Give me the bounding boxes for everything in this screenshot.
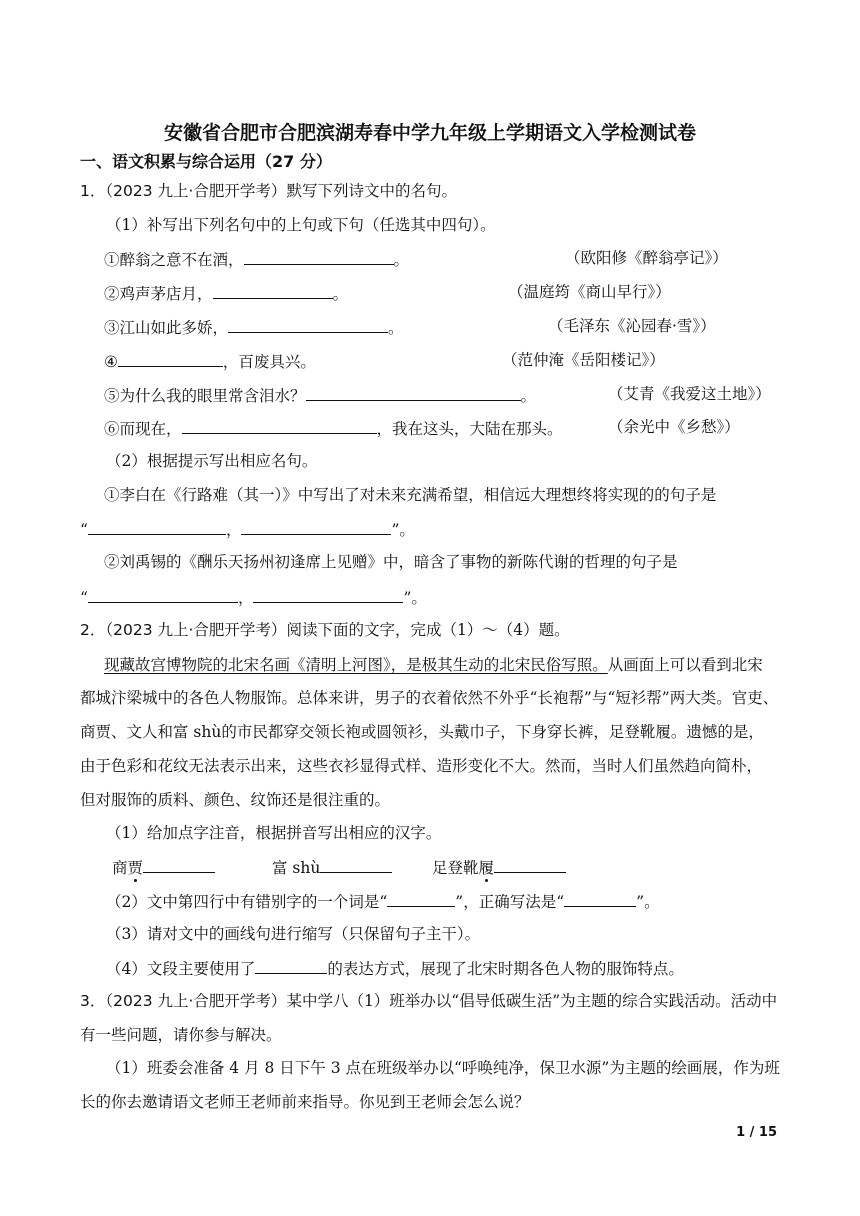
item-post: 。: [388, 319, 404, 337]
answer-blank[interactable]: [255, 957, 327, 974]
q2-sub2: [106, 890, 660, 912]
item-source: （欧阳修《醉翁亭记》）: [565, 249, 728, 267]
underlined-sentence: 现藏故宫博物院的北宋名画《清明上河图》，是极其生动的北宋民俗写照。: [104, 656, 608, 674]
question-3-header: [80, 991, 777, 1011]
q1-item-1: [104, 248, 409, 270]
item-post: 。: [332, 285, 349, 303]
question-1-header: [80, 181, 457, 201]
word: 富 shù: [272, 859, 321, 877]
q3-sub1-cont: 长的你去邀请语文老师王老师前来指导。你见到王老师会怎么说？: [80, 1093, 530, 1111]
q2-sub1: （1）给加点字注音，根据拼音写出相应的汉字。: [106, 824, 442, 842]
item-mark: ①: [104, 251, 120, 269]
question-source: （2023 九上·合肥开学考）: [105, 621, 287, 639]
question-source: （2023 九上·合肥开学考）: [105, 992, 287, 1010]
q2-word-1: [112, 856, 215, 878]
answer-blank[interactable]: [213, 282, 333, 299]
question-source: （2023 九上·合肥开学考）: [105, 182, 287, 200]
item-source: （艾青《我爱这土地》）: [608, 385, 771, 403]
question-number: 2．: [80, 621, 106, 639]
answer-blank[interactable]: [143, 856, 215, 873]
q2-word-3: [432, 856, 566, 878]
item-source: （余光中《乡愁》）: [608, 418, 740, 436]
item-pre: 鸡声茅店月，: [119, 285, 213, 303]
question-number: 3．: [80, 992, 106, 1010]
item-post: 。: [393, 251, 410, 269]
quote-close: ”。: [403, 589, 427, 607]
question-text: 阅读下面的文字，完成（1）～（4）题。: [286, 621, 570, 639]
answer-blank[interactable]: [88, 586, 238, 603]
item-post: ，百废具兴。: [222, 353, 316, 371]
quote-close: ”。: [391, 521, 415, 539]
item-mark: ③: [104, 319, 120, 337]
item-pre: 醉翁之意不在酒，: [119, 251, 244, 269]
q1-sub1: （1）补写出下列名句中的上句或下句（任选其中四句）。: [106, 216, 496, 234]
item-source: （范仲淹《岳阳楼记》）: [502, 351, 665, 369]
word: 商: [112, 859, 128, 877]
item-mark: ⑤: [104, 387, 120, 405]
item-mark: ⑥: [104, 420, 120, 438]
answer-blank[interactable]: [306, 384, 521, 401]
answer-blank[interactable]: [494, 856, 566, 873]
item-pre: 江山如此多娇，: [119, 319, 229, 337]
q1-item-6: [104, 417, 563, 439]
quote-open: “: [80, 589, 88, 607]
answer-blank[interactable]: [320, 856, 392, 873]
sub-text: （2）文中第四行中有错别字的一个词是“: [106, 893, 388, 911]
answer-blank[interactable]: [118, 350, 223, 367]
question-text: 默写下列诗文中的名句。: [286, 182, 457, 200]
q2-sub4: [106, 957, 684, 979]
answer-blank[interactable]: [244, 248, 394, 265]
sub-text: ”，正确写法是“: [455, 893, 565, 911]
q1-prompt-1-answer: [80, 518, 415, 540]
item-source: （毛泽东《沁园春·雪》）: [548, 317, 716, 335]
passage-line-3: 商贾、文人和富 shù的市民都穿交领长袍或圆领衫，头戴巾子，下身穿长裤，足登靴履。遗憾的是，: [80, 723, 764, 741]
item-mark: ②: [104, 285, 120, 303]
page-title: 安徽省合肥市合肥滨湖寿春中学九年级上学期语文入学检测试卷: [163, 122, 696, 144]
dotted-char: 贾: [127, 859, 144, 877]
item-pre: 为什么我的眼里常含泪水？: [119, 387, 306, 405]
item-pre: 而现在，: [119, 420, 182, 438]
passage-line-4: 由于色彩和花纹无法表示出来，这些衣衫显得式样、造形变化不大。然而，当时人们虽然趋向简朴，: [80, 757, 763, 775]
answer-blank[interactable]: [228, 316, 388, 333]
item-post: 。: [520, 387, 537, 405]
q2-word-2: [272, 856, 392, 878]
passage-line-1: [104, 655, 763, 675]
item-source: （温庭筠《商山早行》）: [508, 283, 671, 301]
comma: ，: [237, 589, 254, 607]
sub-text: （4）文段主要使用了: [106, 960, 256, 978]
q1-item-4: [104, 350, 316, 372]
passage-line-5: 但对服饰的质料、颜色、纹饰还是很注重的。: [80, 791, 391, 809]
q3-sub1: （1）班委会准备 4 月 8 日下午 3 点在班级举办以“呼唤纯净，保卫水源”为主题的绘画展，作为班: [106, 1059, 780, 1077]
quote-open: “: [80, 521, 88, 539]
passage-text: 从画面上可以看到北宋: [607, 656, 763, 674]
sub-text: 的表达方式，展现了北宋时期各色人物的服饰特点。: [327, 960, 684, 978]
question-2-header: [80, 620, 570, 640]
answer-blank[interactable]: [253, 586, 403, 603]
answer-blank[interactable]: [88, 518, 226, 535]
section-heading: 一、语文积累与综合运用（27 分）: [80, 152, 332, 171]
q1-item-5: [104, 384, 536, 406]
comma: ，: [225, 521, 242, 539]
item-mark: ④: [104, 353, 118, 371]
q2-sub3: （3）请对文中的画线句进行缩写（只保留句子主干）。: [106, 925, 481, 943]
q1-prompt-1: ①李白在《行路难（其一）》中写出了对未来充满希望，相信远大理想终将实现的的句子是: [104, 486, 717, 504]
sub-text: ”。: [636, 893, 660, 911]
question-text: 某中学八（1）班举办以“倡导低碳生活”为主题的综合实践活动。活动中: [286, 992, 778, 1010]
q1-item-3: [104, 316, 404, 338]
q1-sub2: （2）根据提示写出相应名句。: [106, 452, 318, 470]
q1-prompt-2-answer: [80, 586, 427, 608]
answer-blank[interactable]: [182, 417, 377, 434]
answer-blank[interactable]: [564, 890, 636, 907]
page-number: 1 / 15: [736, 1125, 777, 1140]
question-3-text-2: 有一些问题，请你参与解决。: [80, 1026, 282, 1044]
q1-prompt-2: ②刘禹锡的《酬乐天扬州初逢席上见赠》中，暗含了事物的新陈代谢的哲理的句子是: [104, 553, 678, 571]
q1-item-2: [104, 282, 348, 304]
question-number: 1．: [80, 182, 106, 200]
item-post: ，我在这头，大陆在那头。: [376, 420, 563, 438]
word: 足登靴: [432, 859, 479, 877]
dotted-char: 履: [478, 859, 495, 877]
answer-blank[interactable]: [241, 518, 391, 535]
passage-line-2: 都城汴梁城中的各色人物服饰。总体来讲，男子的衣着依然不外乎“长袍帮”与“短衫帮”两大类。官吏、: [80, 689, 779, 707]
answer-blank[interactable]: [387, 890, 455, 907]
